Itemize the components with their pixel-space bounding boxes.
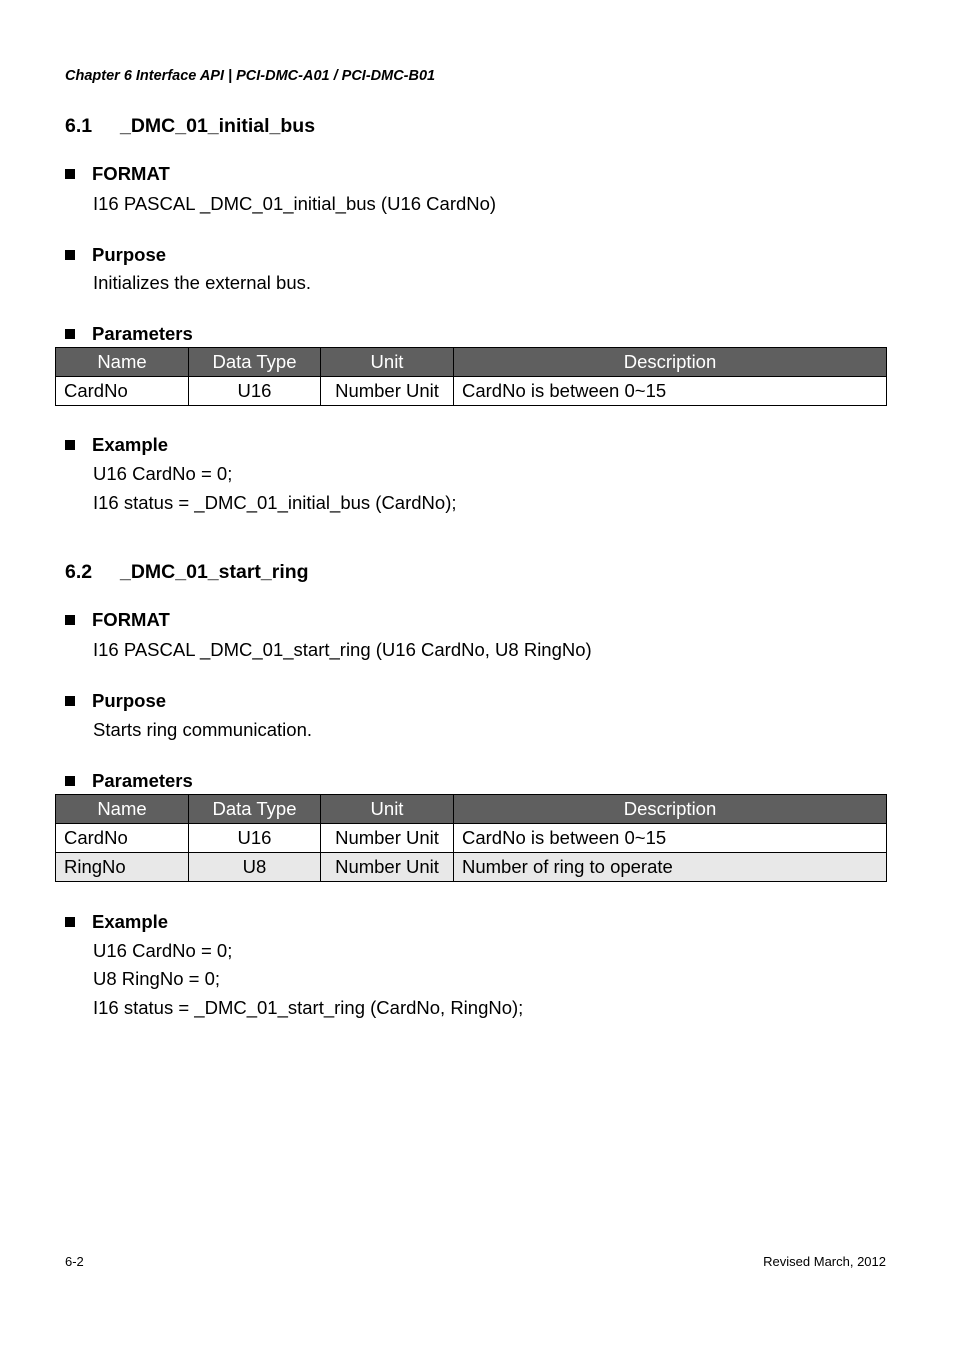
example-heading: Example [65,911,168,933]
purpose-heading: Purpose [65,690,166,712]
bullet-square-icon [65,776,75,786]
format-text: I16 PASCAL _DMC_01_initial_bus (U16 CardNo) [93,193,497,214]
revision-date: Revised March, 2012 [763,1254,886,1269]
parameters-table [55,794,887,882]
format-text: I16 PASCAL _DMC_01_start_ring (U16 CardNo, U8 RingNo) [93,639,592,660]
cell-type: U16 [189,377,321,406]
cell-description: CardNo is between 0~15 [454,824,887,853]
running-head: Chapter 6 Interface API | PCI-DMC-A01 / PCI-DMC-B01 [65,68,436,84]
cell-unit: Number Unit [321,377,454,406]
table-row [56,824,887,853]
cell-type: U8 [189,853,321,882]
table-row [56,853,887,882]
header-description: Description [454,795,887,824]
cell-description: Number of ring to operate [454,853,887,882]
cell-unit: Number Unit [321,853,454,882]
purpose-text: Initializes the external bus. [93,272,312,293]
purpose-text: Starts ring communication. [93,719,313,740]
cell-name: CardNo [56,377,189,406]
header-unit: Unit [321,348,454,377]
format-heading: FORMAT [65,609,170,631]
header-data-type: Data Type [189,795,321,824]
example-line: U16 CardNo = 0; [93,940,233,961]
bullet-square-icon [65,329,75,339]
example-line: U8 RingNo = 0; [93,968,220,989]
table-header-row [56,795,887,824]
table-row [56,377,887,406]
purpose-heading: Purpose [65,244,166,266]
table-header-row [56,348,887,377]
cell-description: CardNo is between 0~15 [454,377,887,406]
example-heading: Example [65,434,168,456]
parameters-table [55,347,887,406]
format-heading: FORMAT [65,163,170,185]
bullet-square-icon [65,615,75,625]
bullet-square-icon [65,440,75,450]
section-number: 6.2 [65,561,93,583]
cell-name: CardNo [56,824,189,853]
header-data-type: Data Type [189,348,321,377]
cell-name: RingNo [56,853,189,882]
parameters-heading: Parameters [65,770,193,792]
header-unit: Unit [321,795,454,824]
example-line: U16 CardNo = 0; [93,463,233,484]
page-number: 6-2 [65,1254,84,1269]
section-name: _DMC_01_initial_bus [120,115,316,137]
bullet-square-icon [65,696,75,706]
header-name: Name [56,795,189,824]
cell-unit: Number Unit [321,824,454,853]
bullet-square-icon [65,169,75,179]
example-line: I16 status = _DMC_01_initial_bus (CardNo); [93,492,457,513]
section-name: _DMC_01_start_ring [120,561,309,583]
section-title-6-2 [65,561,309,584]
cell-type: U16 [189,824,321,853]
example-line: I16 status = _DMC_01_start_ring (CardNo, RingNo); [93,997,524,1018]
bullet-square-icon [65,250,75,260]
bullet-square-icon [65,917,75,927]
section-number: 6.1 [65,115,93,137]
section-title-6-1 [65,115,315,138]
parameters-heading: Parameters [65,323,193,345]
header-name: Name [56,348,189,377]
header-description: Description [454,348,887,377]
